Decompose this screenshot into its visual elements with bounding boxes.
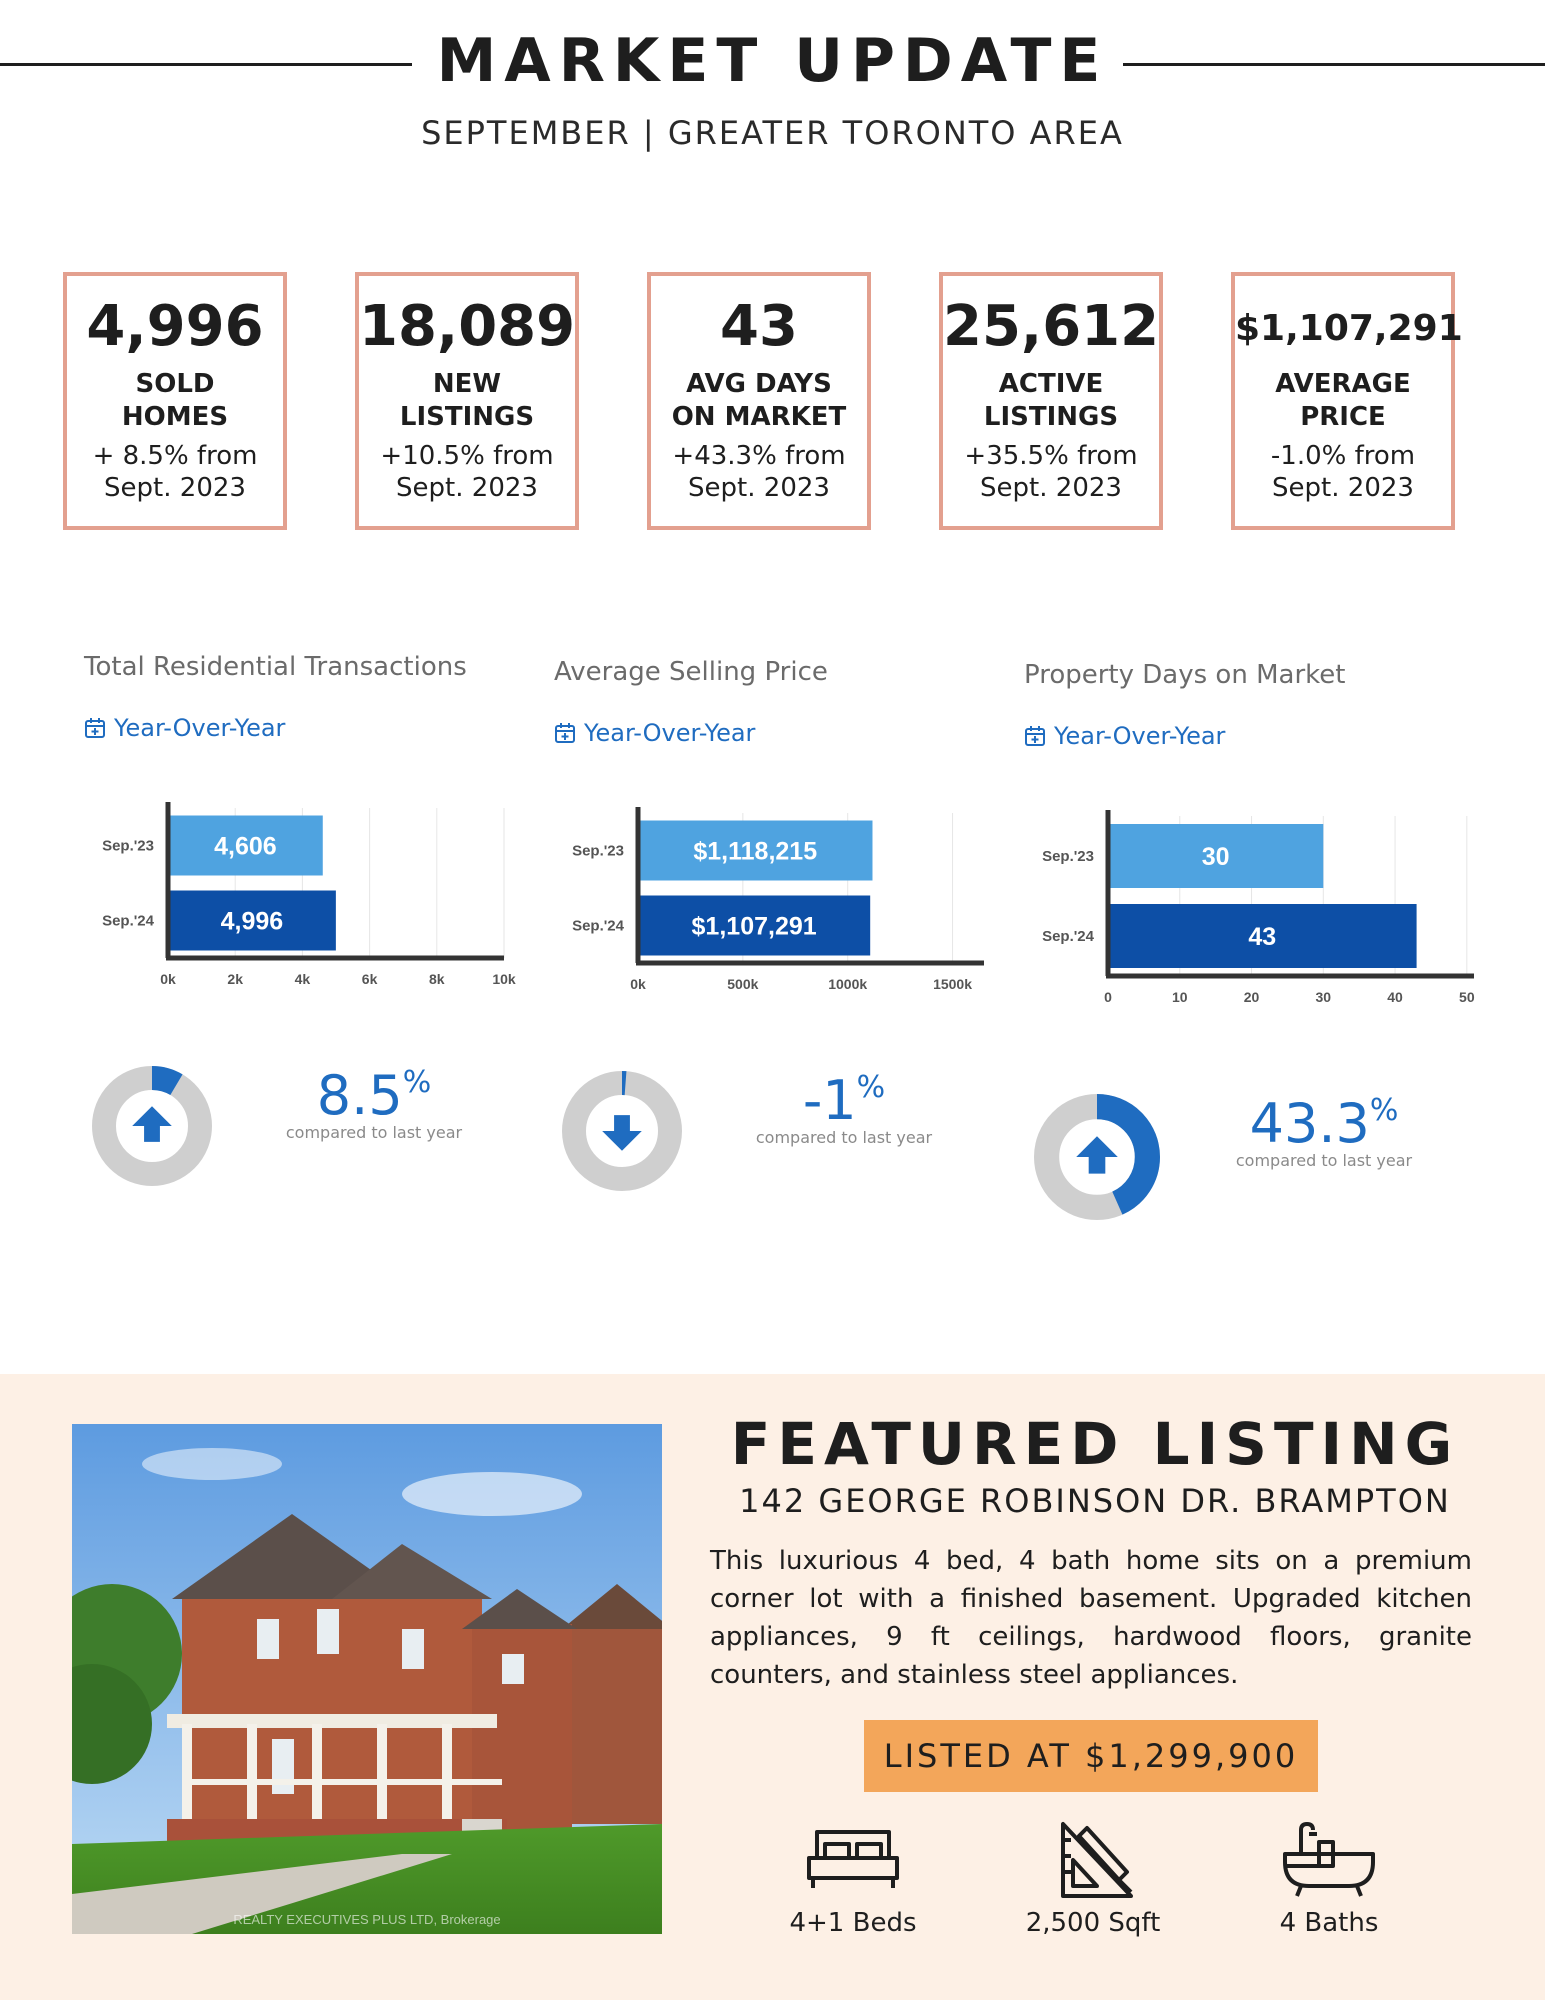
listed-price-button[interactable]: LISTED AT $1,299,900 <box>864 1720 1318 1792</box>
x-tick-label: 10 <box>1171 989 1188 1005</box>
x-tick-label: 0k <box>630 976 646 992</box>
stat-change: +35.5% from Sept. 2023 <box>964 441 1138 503</box>
category-label: Sep.'23 <box>1042 848 1094 865</box>
calendar-icon <box>554 722 576 750</box>
calendar-icon <box>1024 725 1046 753</box>
stat-value: $1,107,291 <box>1235 308 1463 349</box>
change-donut <box>1032 1092 1162 1222</box>
stat-card-average-price <box>1231 272 1463 530</box>
stat-label: NEW LISTINGS <box>399 369 535 432</box>
page-title: MARKET UPDATE <box>436 26 1109 96</box>
change-donut <box>90 1064 214 1188</box>
bar-chart <box>84 802 524 1002</box>
change-percent: 8.5% compared to last year <box>285 1064 463 1142</box>
stat-value: 4,996 <box>86 294 264 359</box>
x-tick-label: 0 <box>1104 989 1112 1005</box>
x-tick-label: 10k <box>492 971 516 987</box>
bar-value-label: 43 <box>1248 923 1277 951</box>
category-label: Sep.'24 <box>572 917 624 935</box>
calendar-icon-svg <box>84 717 106 739</box>
stat-value: 18,089 <box>359 294 576 359</box>
feature-baths <box>1229 1820 1429 1938</box>
ruler-triangle-icon <box>1043 1820 1143 1900</box>
feature-beds <box>753 1820 953 1938</box>
year-over-year-link[interactable]: Year-Over-Year <box>554 719 755 750</box>
listing-address: 142 GEORGE ROBINSON DR. BRAMPTON <box>739 1482 1451 1520</box>
photo-watermark: REALTY EXECUTIVES PLUS LTD, Brokerage <box>233 1912 501 1927</box>
feature-label: 2,500 Sqft <box>1025 1908 1161 1938</box>
stat-label: ACTIVE LISTINGS <box>983 369 1119 432</box>
x-tick-label: 1000k <box>828 976 868 992</box>
category-label: Sep.'23 <box>102 837 154 855</box>
x-tick-label: 30 <box>1315 989 1332 1005</box>
bar-chart <box>554 807 1004 1007</box>
calendar-icon <box>84 717 106 745</box>
chart-title: Property Days on Market <box>1024 660 1346 690</box>
x-tick-label: 8k <box>429 971 445 987</box>
listing-description: This luxurious 4 bed, 4 bath home sits on a premium corner lot with a finished basement. Upgraded kitchen appliances, 9 ft ceilings, hardwood floors, granite counters, and stainless steel appliances. <box>710 1546 1472 1690</box>
bed-icon <box>803 1820 903 1900</box>
x-tick-label: 6k <box>361 971 378 987</box>
listing-photo[interactable] <box>72 1424 662 1934</box>
x-tick-label: 500k <box>727 976 759 992</box>
category-label: Sep.'24 <box>1042 928 1094 945</box>
x-tick-label: 20 <box>1243 989 1260 1005</box>
bar-value-label: 4,996 <box>220 907 284 936</box>
featured-listing-section <box>0 1374 1545 2000</box>
stat-label: SOLD HOMES <box>121 369 229 432</box>
feature-sqft <box>993 1820 1193 1938</box>
stat-change: +10.5% from Sept. 2023 <box>380 441 554 503</box>
chart-panel-days <box>1024 660 1474 1240</box>
stat-card-active-listings <box>939 272 1163 530</box>
stat-change: +43.3% from Sept. 2023 <box>672 441 846 503</box>
category-label: Sep.'23 <box>572 842 624 860</box>
x-tick-label: 2k <box>227 971 243 987</box>
page-subtitle: SEPTEMBER | GREATER TORONTO AREA <box>421 114 1124 152</box>
bathtub-icon <box>1279 1820 1379 1900</box>
x-tick-label: 4k <box>294 971 311 987</box>
calendar-icon-svg <box>554 722 576 744</box>
bar-chart <box>1024 810 1494 1020</box>
stat-value: 25,612 <box>943 294 1160 359</box>
stat-card-new-listings <box>355 272 579 530</box>
change-donut <box>560 1069 684 1193</box>
chart-panel-price <box>554 657 1004 1237</box>
chart-title: Average Selling Price <box>554 657 828 687</box>
stat-change: + 8.5% from Sept. 2023 <box>92 441 258 503</box>
stat-value: 43 <box>720 294 798 359</box>
year-over-year-link[interactable]: Year-Over-Year <box>84 714 285 745</box>
stat-label: AVG DAYS ON MARKET <box>671 369 847 432</box>
category-label: Sep.'24 <box>102 912 154 930</box>
chart-panel-transactions <box>84 652 534 1232</box>
x-tick-label: 50 <box>1459 989 1475 1005</box>
feature-label: 4 Baths <box>1279 1908 1379 1938</box>
stat-card-avg-days <box>647 272 871 530</box>
year-over-year-link[interactable]: Year-Over-Year <box>1024 722 1225 753</box>
stat-card-sold-homes <box>63 272 287 530</box>
stat-change: -1.0% from Sept. 2023 <box>1270 441 1416 503</box>
x-tick-label: 1500k <box>933 976 973 992</box>
feature-label: 4+1 Beds <box>789 1908 917 1938</box>
change-percent: 43.3% compared to last year <box>1235 1092 1413 1170</box>
stat-label: AVERAGE PRICE <box>1275 369 1411 432</box>
bar-value-label: 4,606 <box>214 832 277 861</box>
x-tick-label: 40 <box>1387 989 1403 1005</box>
bar-value-label: $1,118,215 <box>693 837 818 866</box>
house-photo-illustration <box>72 1424 662 1934</box>
chart-title: Total Residential Transactions <box>84 652 467 682</box>
bar-value-label: $1,107,291 <box>691 912 817 941</box>
calendar-icon-svg <box>1024 725 1046 747</box>
bar-value-label: 30 <box>1201 843 1230 871</box>
change-percent: -1% compared to last year <box>755 1069 933 1147</box>
featured-title: FEATURED LISTING <box>730 1410 1460 1478</box>
x-tick-label: 0k <box>160 971 176 987</box>
